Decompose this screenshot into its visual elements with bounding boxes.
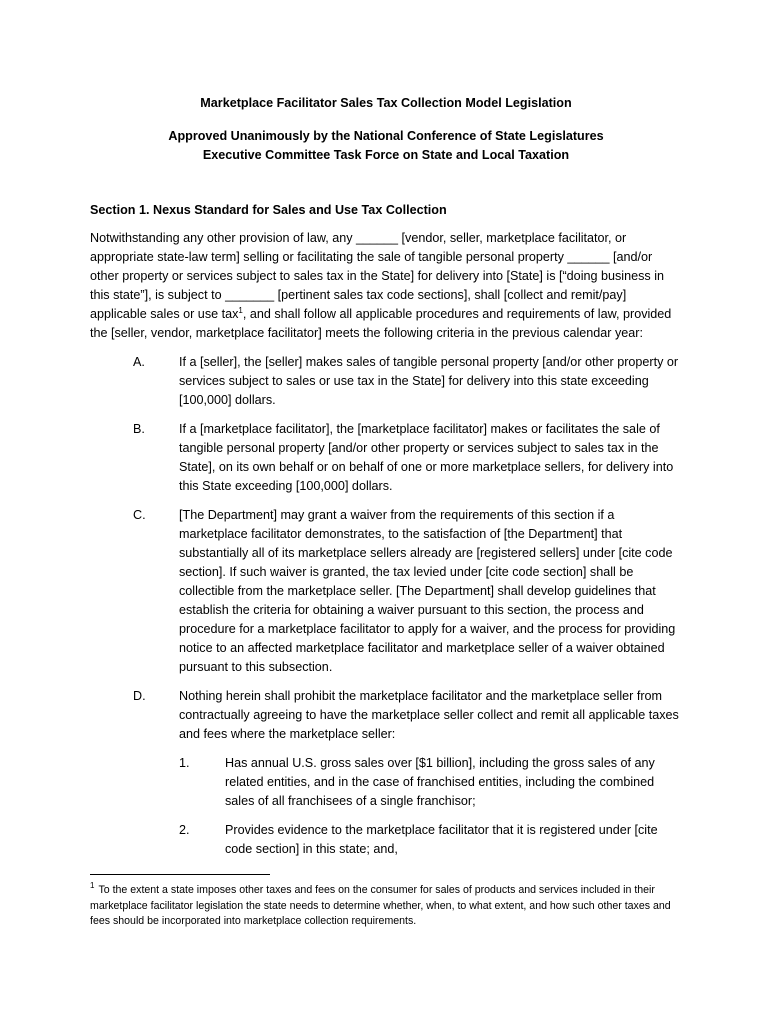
sub-list-item-number: 2.	[179, 823, 190, 837]
list-item-d-body	[179, 687, 682, 859]
sub-list-item-text: Provides evidence to the marketplace facilitator that it is registered under [cite code section] in this state; and,	[225, 823, 658, 856]
approval-block	[90, 127, 682, 165]
sub-list-item-1	[179, 754, 682, 811]
section-1-heading: Section 1. Nexus Standard for Sales and Use Tax Collection	[90, 203, 447, 217]
document-title: Marketplace Facilitator Sales Tax Collection Model Legislation	[200, 96, 572, 110]
list-item-text: If a [seller], the [seller] makes sales of tangible personal property [and/or other property or services subject to sales or use tax in the State] for delivery into this state exceeding [100,000] dollars.	[179, 355, 679, 407]
list-item-text: If a [marketplace facilitator], the [marketplace facilitator] makes or facilitates the sale of tangible personal property [and/or other property or services subject to sales tax in the State], on its own behalf or on behalf of one or more marketplace sellers, for delivery into this State exceeding [100,000] dollars.	[179, 422, 674, 493]
footnote-reference: 1	[238, 305, 243, 315]
sub-list-item-2	[179, 821, 682, 859]
list-item-letter: A.	[133, 355, 145, 369]
footnote-text: To the extent a state imposes other taxes and fees on the consumer for sales of products and services included in their marketplace facilitator legislation the state needs to determine whether, when, to what extent, and how such other taxes and fees should be incorporated into marketplace collection requirements.	[90, 884, 671, 927]
list-item-letter: B.	[133, 422, 145, 436]
sub-list-item-number: 1.	[179, 756, 190, 770]
approval-line-2: Executive Committee Task Force on State and Local Taxation	[202, 148, 570, 162]
list-item-letter: D.	[133, 689, 146, 703]
list-item-b	[90, 420, 682, 496]
list-item-letter: C.	[133, 508, 146, 522]
list-item-text: Nothing herein shall prohibit the marketplace facilitator and the marketplace seller from contractually agreeing to have the marketplace seller collect and remit all applicable taxes and fees where the marketplace seller:	[179, 689, 679, 741]
list-item-a	[90, 353, 682, 410]
approval-line-1: Approved Unanimously by the National Conference of State Legislatures	[168, 129, 604, 143]
footnote-mark: 1	[90, 881, 95, 891]
footnote	[90, 883, 682, 930]
list-item-text: [The Department] may grant a waiver from the requirements of this section if a marketplace facilitator demonstrates, to the satisfaction of [the Department] that substantially all of its marketplace sellers already are [registered sellers] under [cite code section]. If such waiver is granted, the tax levied under [cite code section] shall be collectible from the marketplace seller. [The Department] shall develop guidelines that establish the criteria for obtaining a waiver pursuant to this section, the process and procedure for a marketplace facilitator to apply for a waiver, and the process for providing notice to an affected marketplace facilitator and marketplace seller of a waiver obtained pursuant to this subsection.	[179, 508, 676, 674]
intro-text-part-2: , and shall follow all applicable procedures and requirements of law, provided the [seller, vendor, marketplace facilitator] meets the following criteria in the previous calendar year:	[90, 307, 672, 340]
sub-list-item-text: Has annual U.S. gross sales over [$1 billion], including the gross sales of any related entities, and in the case of franchised entities, including the combined sales of all franchisees of a single franchisor;	[225, 756, 655, 808]
list-item-d	[90, 687, 682, 859]
footnote-divider	[90, 874, 270, 875]
intro-text-part-1: Notwithstanding any other provision of law, any ______ [vendor, seller, marketplace facilitator, or appropriate state-law term] selling or facilitating the sale of tangible personal property ______ [and/or other property or services subject to sales tax in the State] for delivery into [State] is [“doing business in this state”], is subject to _______ [pertinent sales tax code sections], shall [collect and remit/pay] applicable sales or use tax	[90, 231, 664, 321]
section-1-intro-paragraph	[90, 229, 682, 343]
list-item-c	[90, 506, 682, 677]
